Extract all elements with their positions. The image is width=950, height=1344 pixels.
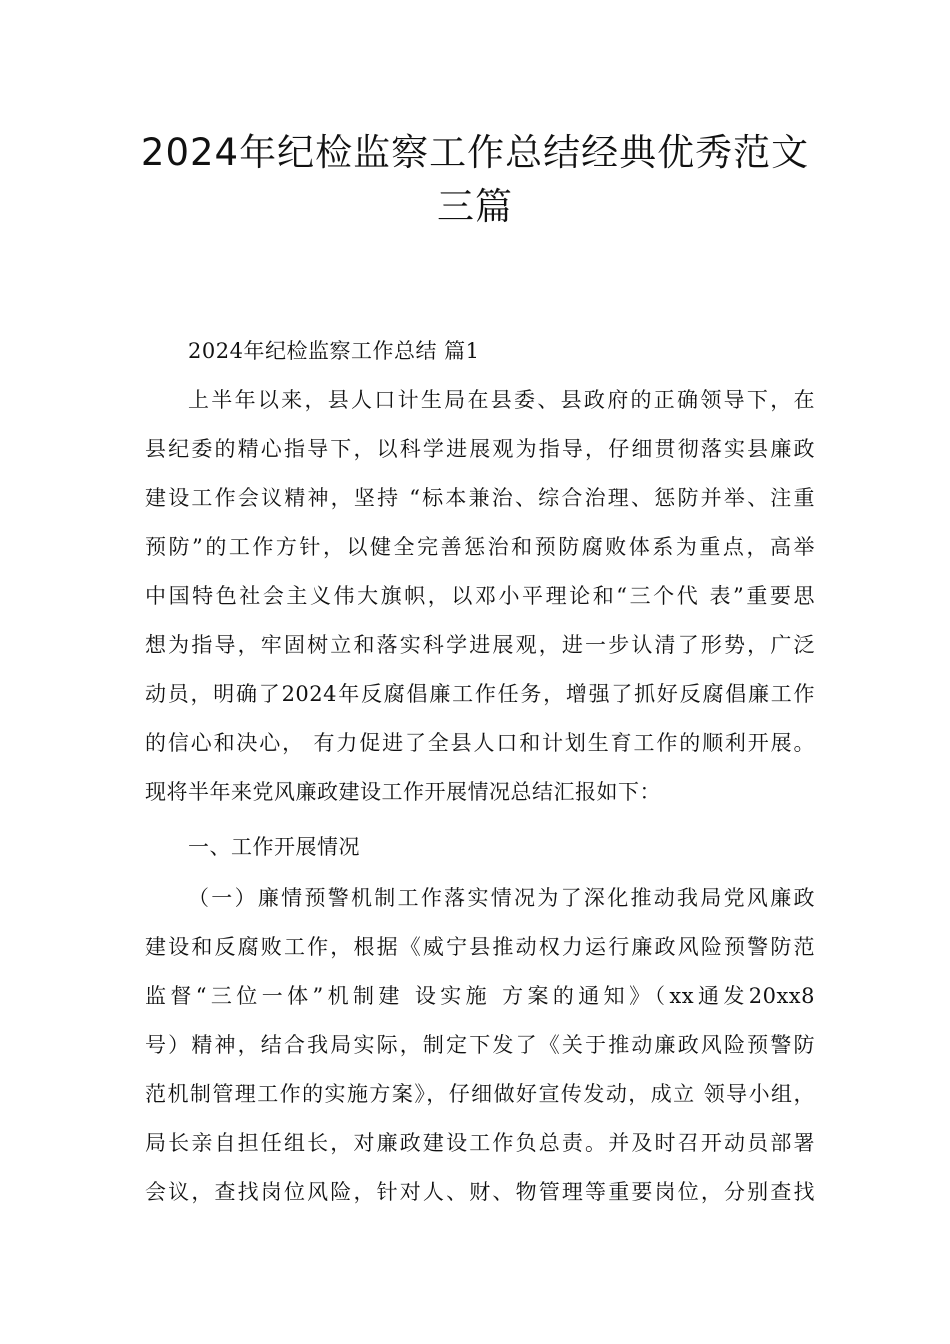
paragraph-2-line-7: 会议，查找岗位风险，针对人、财、物管理等重要岗位，分别查找 xyxy=(145,1180,815,1204)
subheading: 一、工作开展情况 xyxy=(188,835,360,859)
document-title xyxy=(120,126,830,234)
paragraph-2-line-6: 局长亲自担任组长，对廉政建设工作负总责。并及时召开动员部署 xyxy=(145,1131,815,1155)
paragraph-2-line-4: 号）精神，结合我局实际，制定下发了《关于推动廉政风险预警防 xyxy=(145,1033,815,1057)
title-line-2: 三篇 xyxy=(437,185,513,228)
paragraph-2-line-3: 监督“三位一体”机制建 设实施 方案的通知》（xx通发20xx8 xyxy=(145,984,815,1008)
paragraph-2-line-5: 范机制管理工作的实施方案》，仔细做好宣传发动，成立 领导小组， xyxy=(145,1082,815,1106)
paragraph-1-line-6: 想为指导，牢固树立和落实科学进展观，进一步认清了形势，广泛 xyxy=(145,633,815,657)
paragraph-1-line-4: 预防”的工作方针，以健全完善惩治和预防腐败体系为重点，高举 xyxy=(145,535,815,559)
paragraph-1-line-2: 县纪委的精心指导下，以科学进展观为指导，仔细贯彻落实县廉政 xyxy=(145,437,815,461)
title-line-1: 2024年纪检监察工作总结经典优秀范文 xyxy=(140,131,810,174)
paragraph-1-line-5: 中国特色社会主义伟大旗帜，以邓小平理论和“三个代 表”重要思 xyxy=(145,584,815,608)
paragraph-1-line-7: 动员，明确了2024年反腐倡廉工作任务，增强了抓好反腐倡廉工作 xyxy=(145,682,815,706)
paragraph-1-line-1: 上半年以来，县人口计生局在县委、县政府的正确领导下，在 xyxy=(188,388,815,412)
paragraph-2-line-2: 建设和反腐败工作，根据《威宁县推动权力运行廉政风险预警防范 xyxy=(145,935,815,959)
paragraph-1-line-3: 建设工作会议精神，坚持 “标本兼治、综合治理、惩防并举、注重 xyxy=(145,486,815,510)
section-heading: 2024年纪检监察工作总结 篇1 xyxy=(188,339,480,363)
paragraph-1-line-9: 现将半年来党风廉政建设工作开展情况总结汇报如下： xyxy=(145,780,661,804)
paragraph-2-line-1: （一）廉情预警机制工作落实情况为了深化推动我局党风廉政 xyxy=(188,886,815,910)
paragraph-1-line-8: 的信心和决心， 有力促进了全县人口和计划生育工作的顺利开展。 xyxy=(145,731,815,755)
